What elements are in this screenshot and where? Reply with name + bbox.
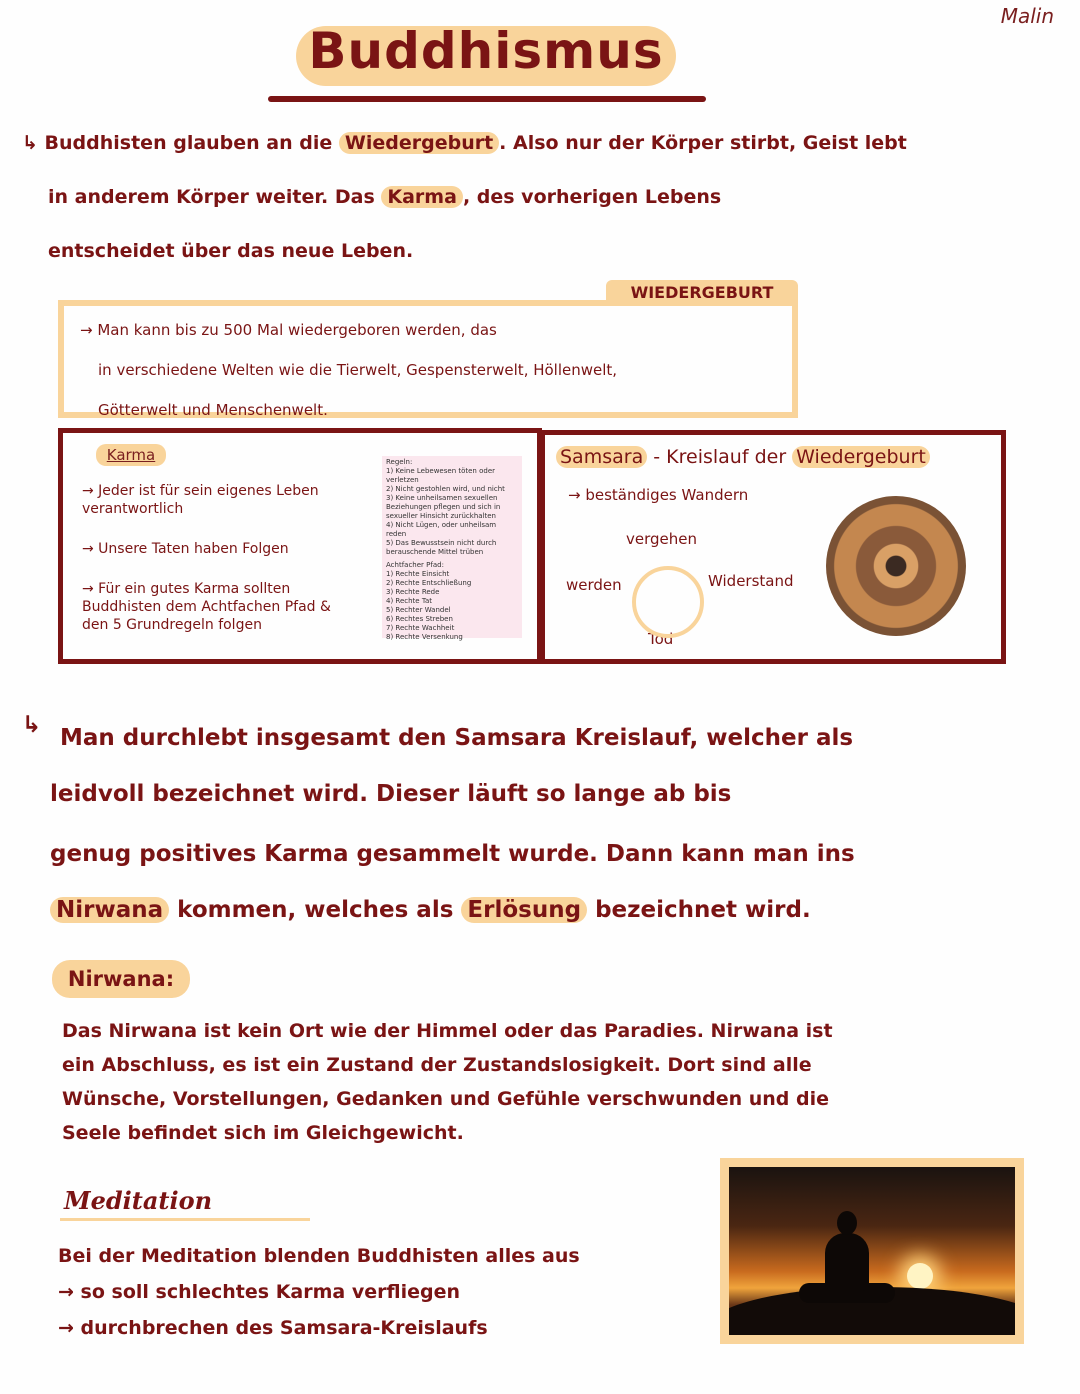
five-rules-notes: Regeln: 1) Keine Lebewesen töten oder verletzen 2) Nicht gestohlen wird, und nicht 3) Keine unheilsamen sexuellen Beziehungen pflegen und sich in sexueller Hinsicht zurückhalten 4) Nicht Lügen, oder unheilsam reden 5) Das Bewusstsein nicht durch berauschende Mittel trüben (386, 458, 505, 556)
nirwana-label: Nirwana: (52, 960, 190, 998)
cycle-top-label: vergehen (626, 530, 698, 548)
meditation-underline (60, 1218, 310, 1221)
karma-label: Karma (96, 444, 166, 466)
karma-item-2: → Unsere Taten haben Folgen (82, 541, 289, 557)
cycle-left-label: werden (566, 576, 622, 594)
cycle-right-label: Widerstand (708, 572, 794, 590)
samsara-text: kommen, welches als (169, 897, 462, 923)
intro-paragraph (22, 116, 1062, 278)
nirwana-text (62, 1014, 1022, 1150)
page-title: Buddhismus (308, 22, 664, 80)
wiedergeburt-line-2: in verschiedene Welten wie die Tierwelt, Gespensterwelt, Höllenwelt, (98, 361, 618, 379)
samsara-line-1: Man durchlebt insgesamt den Samsara Kreislauf, welcher als (60, 725, 854, 751)
highlight-wiedergeburt: Wiedergeburt (339, 132, 499, 154)
nirwana-line-1: Das Nirwana ist kein Ort wie der Himmel oder das Paradies. Nirwana ist (62, 1020, 833, 1042)
meditation-sunset-photo (729, 1167, 1015, 1335)
meditation-line-2: → so soll schlechtes Karma verfliegen (58, 1281, 460, 1303)
highlight-karma: Karma (381, 186, 463, 208)
meditation-line-3: → durchbrechen des Samsara-Kreislaufs (58, 1317, 488, 1339)
sun-icon (907, 1263, 933, 1289)
nirwana-line-4: Seele befindet sich im Gleichgewicht. (62, 1122, 464, 1144)
wiedergeburt-text (80, 310, 790, 430)
wiedergeburt-label: WIEDERGEBURT (606, 280, 798, 306)
cycle-circle-icon (632, 566, 704, 638)
intro-line-2 (22, 170, 1062, 224)
wiedergeburt-line-3: Götterwelt und Menschenwelt. (98, 401, 328, 419)
meditation-title: Meditation (64, 1186, 213, 1215)
intro-line-1 (22, 116, 1062, 170)
wiedergeburt-line-1: → Man kann bis zu 500 Mal wiedergeboren werden, das (80, 321, 497, 339)
samsara-line-4 (50, 882, 1060, 938)
return-arrow-icon: ↳ (22, 132, 38, 154)
highlight-samsara: Samsara (556, 446, 647, 468)
highlight-wiedergeburt-2: Wiedergeburt (792, 446, 930, 468)
intro-text: Buddhisten glauben an die (44, 132, 333, 154)
karma-item-1: → Jeder ist für sein eigenes Leben verantwortlich (82, 483, 319, 517)
author-name: Malin (1000, 4, 1054, 28)
samsara-line-2: leidvoll bezeichnet wird. Dieser läuft so lange ab bis (50, 781, 732, 807)
intro-text: , des vorherigen Lebens (462, 186, 722, 208)
samsara-item-1: → beständiges Wandern (568, 486, 749, 504)
nirwana-line-3: Wünsche, Vorstellungen, Gedanken und Gefühle verschwunden und die (62, 1088, 830, 1110)
wheel-of-life-image (826, 496, 966, 636)
samsara-title-text: - Kreislauf der (647, 446, 793, 468)
return-arrow-icon: ↳ (22, 712, 42, 738)
eightfold-path-notes: Achtfacher Pfad: 1) Rechte Einsicht 2) Rechte Entschließung 3) Rechte Rede 4) Rechte Tat 5) Rechter Wandel 6) Rechtes Streben 7) Rechte Wachheit 8) Rechte Versenkung (386, 561, 472, 641)
intro-text: . Also nur der Körper stirbt, Geist lebt (499, 132, 907, 154)
samsara-title (556, 446, 930, 468)
cycle-bottom-label: Tod (648, 630, 674, 648)
intro-line-3: entscheidet über das neue Leben. (48, 240, 414, 262)
person-silhouette-head (837, 1211, 857, 1235)
samsara-paragraph (50, 710, 1060, 938)
intro-text: in anderem Körper weiter. Das (48, 186, 375, 208)
meditation-text (58, 1238, 698, 1346)
rules-notes-card (382, 456, 522, 641)
person-silhouette-body (825, 1233, 869, 1291)
title-underline (268, 96, 706, 102)
samsara-line-3: genug positives Karma gesammelt wurde. Dann kann man ins (50, 841, 855, 867)
highlight-erloesung: Erlösung (461, 897, 587, 923)
highlight-nirwana: Nirwana (50, 897, 169, 923)
nirwana-line-2: ein Abschluss, es ist ein Zustand der Zustandslosigkeit. Dort sind alle (62, 1054, 812, 1076)
samsara-text: bezeichnet wird. (587, 897, 811, 923)
meditation-line-1: Bei der Meditation blenden Buddhisten alles aus (58, 1245, 580, 1267)
karma-item-3: → Für ein gutes Karma sollten Buddhisten dem Achtfachen Pfad & den 5 Grundregeln folgen (82, 581, 331, 633)
